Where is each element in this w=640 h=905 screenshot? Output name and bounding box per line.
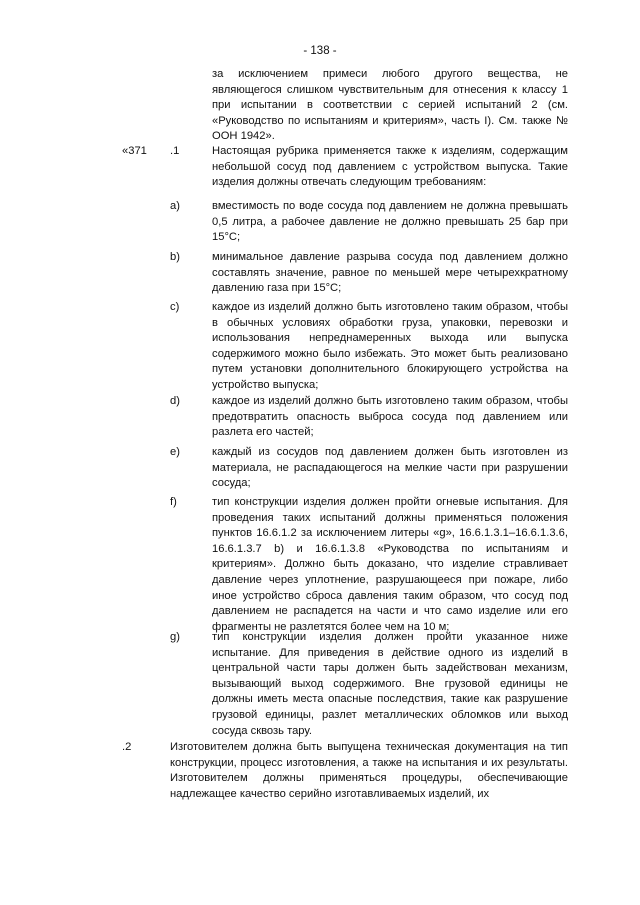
item-b-marker: b) <box>170 251 180 263</box>
subsection-2-marker: .2 <box>122 741 132 753</box>
item-d-marker: d) <box>170 395 180 407</box>
item-f-marker: f) <box>170 496 177 508</box>
item-g-text: тип конструкции изделия должен пройти указанное ниже испытание. Для приведения в действие одного из изделий в центральной части тары должен быть задействован механизм, вызывающий выход содержимого. Вне грузовой единицы не должны иметь места опасные последствия, такие как разрушение грузовой единицы, разлет металлических обломков или выход сосуда сквозь тару. <box>212 631 568 737</box>
item-e-marker: e) <box>170 446 180 458</box>
intro-paragraph: за исключением примеси любого другого вещества, не являющегося слишком чувствительным для отнесения к классу 1 при испытании в соответствии с серией испытаний 2 (см. «Руководство по испытаниям и критериям», часть I). См. также № ООН 1942». <box>212 68 568 143</box>
item-g-marker: g) <box>170 631 180 643</box>
subsection-1-text: Настоящая рубрика применяется также к изделиям, содержащим небольшой сосуд под давлением с устройством выпуска. Такие изделия должны отвечать следующим требованиям: <box>212 145 568 189</box>
page-number: - 138 - <box>303 45 337 57</box>
subsection-2-text: Изготовителем должна быть выпущена техническая документация на тип конструкции, процесс изготовления, а также на испытания и их результаты. Изготовителем должны применяться процедуры, обеспечивающие надлежащее качество серийно изготавливаемых изделий, их <box>170 741 568 800</box>
item-c-text: каждое из изделий должно быть изготовлено таким образом, чтобы в обычных условиях обработки груза, упаковки, перевозки и использования непреднамеренных выхода или выпуска содержимого можно было избежать. Это может быть реализовано путем установки дополнительного блокирующего устройства на устройство выпуска; <box>212 301 568 391</box>
item-e-text: каждый из сосудов под давлением должен быть изготовлен из материала, не распадающегося на мелкие части при разрушении сосуда; <box>212 446 568 490</box>
item-a-marker: a) <box>170 200 180 212</box>
item-d-text: каждое из изделий должно быть изготовлено таким образом, чтобы предотвратить опасность выброса сосуда под давлением или разлета его частей; <box>212 395 568 439</box>
item-b-text: минимальное давление разрыва сосуда под давлением должно составлять значение, равное по меньшей мере четырехкратному давлению газа при 15°C; <box>212 251 568 295</box>
item-c-marker: c) <box>170 301 180 313</box>
item-f-text: тип конструкции изделия должен пройти огневые испытания. Для проведения таких испытаний должны применяться положения пунктов 16.6.1.2 за исключением литеры «g», 16.6.1.3.1–16.6.1.3.6, 16.6.1.3.7 b) и 16.6.1.3.8 «Руководства по испытаниям и критериям». Должно быть доказано, что изделие стравливает давление через уплотнение, разрушающееся при пожаре, либо иное устройство сброса давления таким образом, что сосуд под давлением не распадется на части и что само изделие или его фрагменты не разлетятся более чем на 10 м; <box>212 496 568 633</box>
provision-number: «371 <box>122 145 147 157</box>
subsection-1-marker: .1 <box>170 145 180 157</box>
item-a-text: вместимость по воде сосуда под давлением не должна превышать 0,5 литра, а рабочее давление не должно превышать 25 бар при 15°C; <box>212 200 568 244</box>
